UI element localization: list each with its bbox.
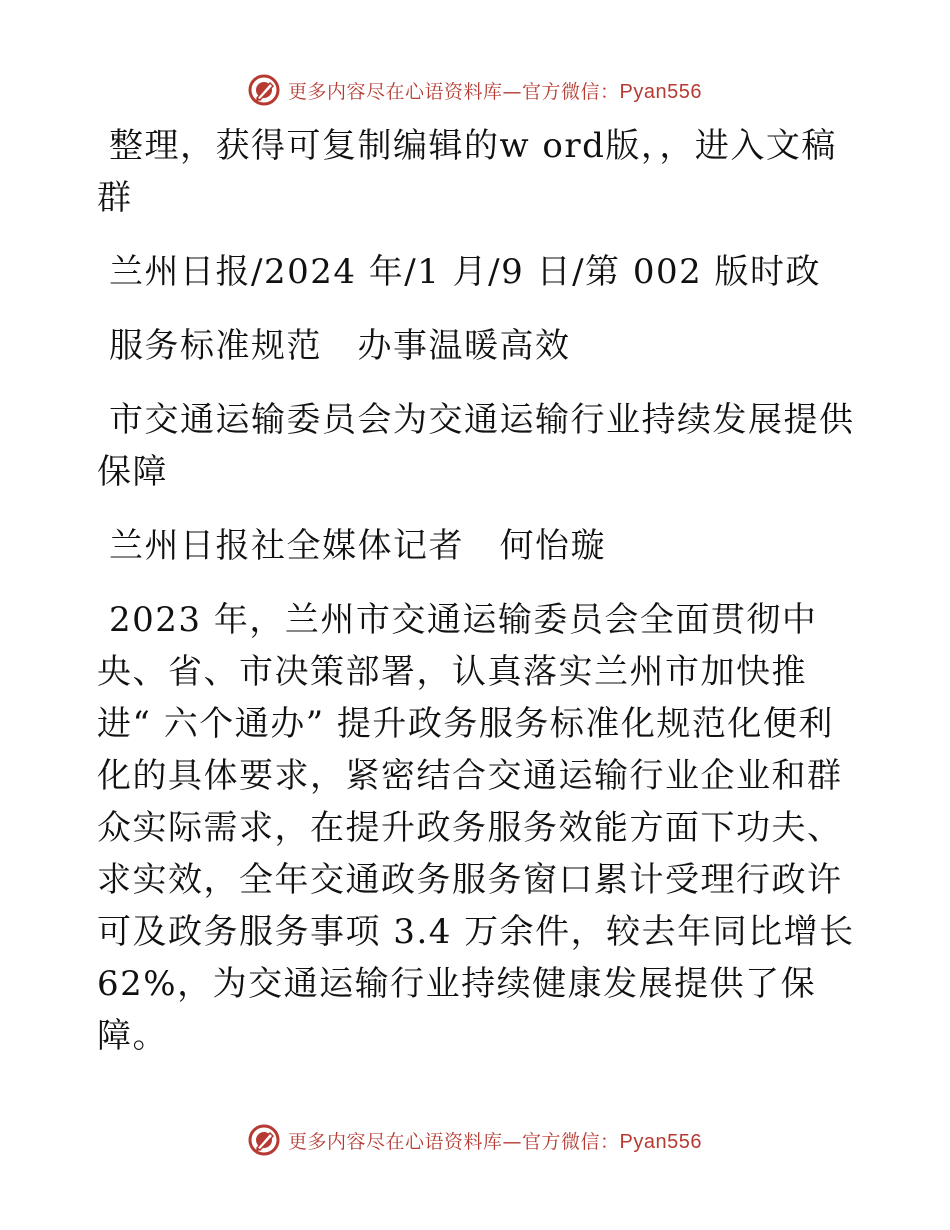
headline: 服务标准规范 办事温暖高效 bbox=[109, 326, 571, 366]
pen-logo-icon bbox=[248, 1124, 280, 1156]
header-banner-text bbox=[288, 77, 702, 104]
footer-banner-slogan: 更多内容尽在心语资料库 bbox=[288, 1130, 503, 1153]
header-watermark-banner bbox=[0, 70, 950, 110]
subheadline: 市交通运输委员会为交通运输行业持续发展提供保障 bbox=[97, 400, 855, 492]
header-wechat-id: Pyan556 bbox=[619, 80, 702, 103]
footer-banner-text bbox=[288, 1127, 702, 1154]
byline: 兰州日报社全媒体记者 何怡璇 bbox=[109, 526, 606, 566]
footer-wechat-label: 官方微信： bbox=[522, 1130, 620, 1153]
footer-banner-separator: — bbox=[502, 1130, 523, 1153]
header-wechat-label: 官方微信： bbox=[522, 80, 620, 103]
footer-wechat-id: Pyan556 bbox=[619, 1130, 702, 1153]
intro-paragraph: 整理，获得可复制编辑的w ord版，，进入文稿群 bbox=[97, 126, 837, 218]
body-paragraph: 2023 年，兰州市交通运输委员会全面贯彻中央、省、市决策部署，认真落实兰州市加快推进“ 六个通办” 提升政务服务标准化规范化便利化的具体要求，紧密结合交通运输行业企业和群众实际需求，在提升政务服务效能方面下功夫、求实效，全年交通政务服务窗口累计受理行政许可及政务服务事项 3.4 万余件，较去年同比增长 62%，为交通运输行业持续健康发展提供了保障。 bbox=[97, 600, 855, 1056]
source-line: 兰州日报/2024 年/1 月/9 日/第 002 版时政 bbox=[109, 252, 822, 292]
header-banner-separator: — bbox=[502, 80, 523, 103]
header-banner-slogan: 更多内容尽在心语资料库 bbox=[288, 80, 503, 103]
document-body bbox=[97, 120, 857, 1084]
pen-logo-icon bbox=[248, 74, 280, 106]
footer-watermark-banner bbox=[0, 1120, 950, 1160]
